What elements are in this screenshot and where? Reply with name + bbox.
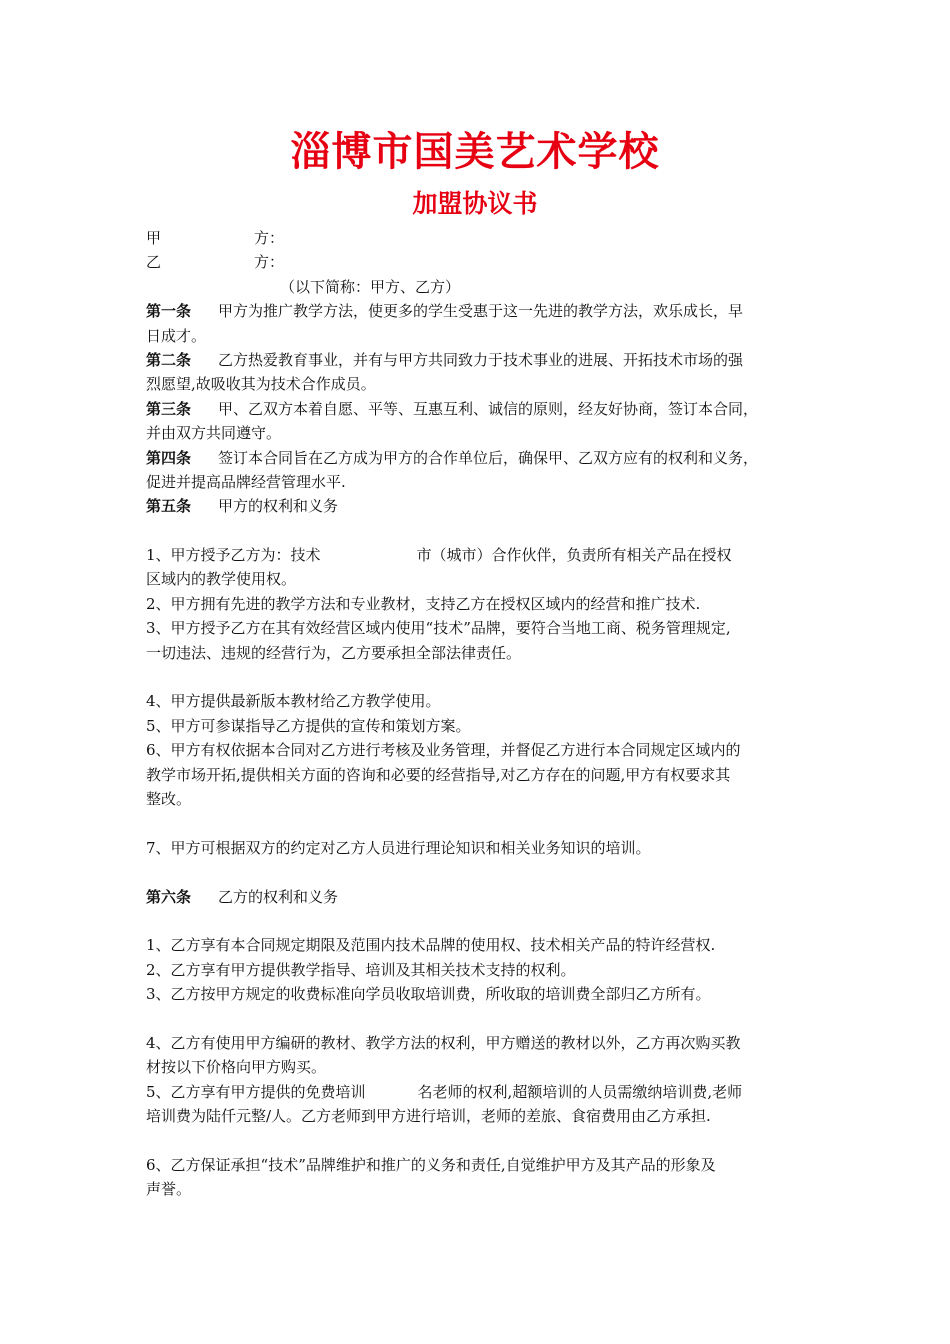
article-5-item-1 (146, 543, 812, 567)
article-text: 甲方的权利和义务 (218, 497, 339, 516)
item-text: 市（城市）合作伙伴，负责所有相关产品在授权 (416, 546, 732, 565)
article-6 (146, 885, 812, 909)
article-5-item-3: 3、甲方授予乙方在其有效经营区域内使用“技术”品牌，要符合当地工商、税务管理规定, (146, 619, 731, 638)
article-text: 乙方热爱教育事业，并有与甲方共同致力于技术事业的进展、开拓技术市场的强 (218, 350, 744, 369)
article-text: 签订本合同旨在乙方成为甲方的合作单位后，确保甲、乙双方应有的权利和义务， (218, 448, 759, 467)
article-label: 第六条 (146, 887, 192, 906)
article-3 (146, 397, 812, 446)
article-text: 烈愿望,故吸收其为技术合作成员。 (146, 375, 376, 394)
item-text: 教学市场开拓,提供相关方面的咨询和必要的经营指导,对乙方存在的问题,甲方有权要求其 (146, 765, 731, 784)
article-label: 第五条 (146, 497, 192, 516)
article-5-item-5: 5、甲方可参谋指导乙方提供的宣传和策划方案。 (146, 716, 471, 735)
article-6-item-6: 6、乙方保证承担“技术”品牌维护和推广的义务和责任,自觉维护甲方及其产品的形象及 (146, 1155, 716, 1174)
article-5-item-4: 4、甲方提供最新版本教材给乙方教学使用。 (146, 692, 441, 711)
article-2 (146, 348, 812, 397)
article-6-item-1: 1、乙方享有本合同规定期限及范围内技术品牌的使用权、技术相关产品的特许经营权. (146, 936, 716, 955)
article-text: 并由双方共同遵守。 (146, 424, 282, 443)
article-5-item-2: 2、甲方拥有先进的教学方法和专业教材，支持乙方在授权区域内的经营和推广技术. (146, 594, 701, 613)
article-text: 日成才。 (146, 326, 207, 345)
article-text: 甲、乙双方本着自愿、平等、互惠互利、诚信的原则，经友好协商，签订本合同， (218, 399, 759, 418)
article-label: 第三条 (146, 399, 192, 418)
item-text: 一切违法、违规的经营行为，乙方要承担全部法律责任。 (146, 643, 522, 662)
article-label: 第四条 (146, 448, 192, 467)
article-5 (146, 494, 812, 518)
party-b-line (146, 250, 812, 274)
agreement-body (146, 226, 812, 1202)
article-5-item-6: 6、甲方有权依据本合同对乙方进行考核及业务管理，并督促乙方进行本合同规定区域内的 (146, 741, 741, 760)
item-text: 材按以下价格向甲方购买。 (146, 1058, 327, 1077)
item-text: 5、乙方享有甲方提供的免费培训 (146, 1082, 366, 1101)
item-text: 1、甲方授予乙方为：技术 (146, 546, 321, 565)
article-text: 促进并提高品牌经营管理水平. (146, 472, 346, 491)
article-text: 乙方的权利和义务 (218, 887, 339, 906)
party-b-field: 方： (254, 253, 285, 272)
party-a-line (146, 226, 812, 250)
party-a-field: 方： (254, 229, 285, 247)
party-a-label: 甲 (146, 229, 162, 247)
article-1 (146, 299, 812, 348)
party-b-label: 乙 (146, 253, 162, 272)
document-subtitle: 加盟协议书 (412, 189, 538, 218)
article-6-item-5 (146, 1080, 812, 1104)
article-5-item-7: 7、甲方可根据双方的约定对乙方人员进行理论知识和相关业务知识的培训。 (146, 838, 651, 857)
article-label: 第二条 (146, 350, 192, 369)
document-title: 淄博市国美艺术学校 (290, 129, 660, 175)
article-6-item-3: 3、乙方按甲方规定的收费标准向学员收取培训费，所收取的培训费全部归乙方所有。 (146, 985, 711, 1004)
item-text: 声誉。 (146, 1180, 192, 1199)
item-text: 培训费为陆仟元整/人。乙方老师到甲方进行培训，老师的差旅、食宿费用由乙方承担. (146, 1107, 711, 1126)
article-label: 第一条 (146, 302, 192, 321)
item-text: 名老师的权利,超额培训的人员需缴纳培训费,老师 (417, 1082, 743, 1101)
item-text: 区域内的教学使用权。 (146, 570, 297, 589)
article-6-item-2: 2、乙方享有甲方提供教学指导、培训及其相关技术支持的权利。 (146, 960, 576, 979)
article-6-item-4: 4、乙方有使用甲方编研的教材、教学方法的权利，甲方赠送的教材以外，乙方再次购买教 (146, 1033, 741, 1052)
article-4 (146, 446, 812, 495)
abbreviation-note: （以下简称：甲方、乙方） (280, 277, 461, 296)
item-text: 整改。 (146, 789, 192, 808)
article-text: 甲方为推广教学方法，使更多的学生受惠于这一先进的教学方法，欢乐成长，早 (218, 302, 744, 321)
